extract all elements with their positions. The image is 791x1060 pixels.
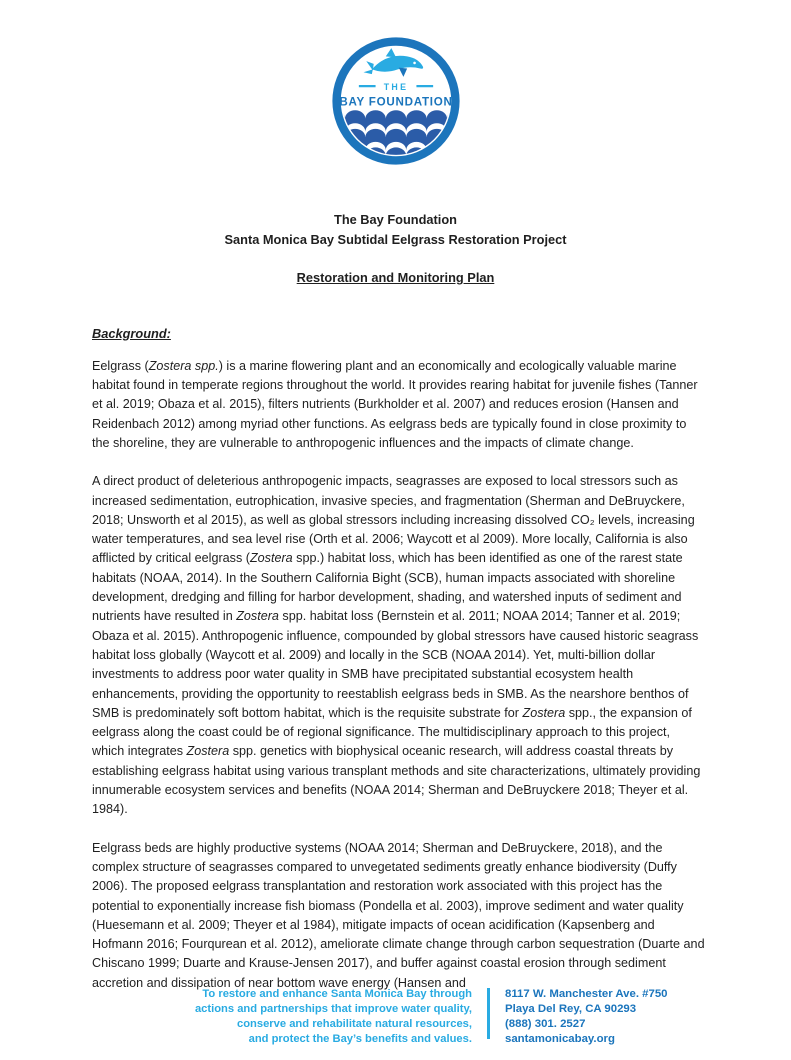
- text-run: spp.) habitat loss, which has been identified as one of the rarest state habitats (NOAA, 2014). In the Southern California Bight (SCB), human impacts associated with shoreline development, dredging and filling for harbor development, shading, and watershed inputs of sediment and nutrients have resulted in: [92, 551, 683, 624]
- footer-divider: [487, 988, 490, 1039]
- text-run: spp., the expansion of eelgrass along the coast could be of regional significance. The multidisciplinary approach to this project, which integrates: [92, 705, 692, 759]
- species-name: Zostera spp.: [148, 358, 219, 373]
- title-block: [0, 210, 791, 288]
- paragraph-1: [92, 357, 705, 453]
- document-page: [0, 36, 791, 1060]
- text-line: and protect the Bay’s benefits and values.: [248, 1032, 472, 1045]
- text-run: spp. genetics with biophysical oceanic research, will address coastal threats by establishing eelgrass habitat using various transplant methods and site characterizations, ultimately providing innumerable ecosystem services and benefits (NOAA 2014; Sherman and DeBruyckere 2018; Theyer et al. 1984).: [92, 744, 701, 817]
- text-line: actions and partnerships that improve water quality,: [194, 1002, 472, 1015]
- city-state-zip: Playa Del Rey, CA 90293: [505, 1002, 637, 1015]
- document-body: [0, 324, 791, 994]
- text-run: ) is a marine flowering plant and an economically and ecologically valuable marine habitat found in temperate regions throughout the world. It provides rearing habitat for juvenile fishes (Tanner et al. 2019; Obaza et al. 2015), filters nutrients (Burkholder et al. 2007) and reduces erosion (Hansen and Reidenbach 2012) among myriad other functions. As eelgrass beds are typically found in close proximity to the shoreline, they are vulnerable to anthropogenic influences and the impacts of climate change.: [92, 358, 698, 450]
- bay-foundation-logo: [331, 36, 461, 166]
- bay-foundation-logo-svg: [331, 36, 461, 166]
- mission-statement: [90, 987, 472, 1047]
- species-name: Zostera: [522, 705, 566, 720]
- background-heading-text: Background:: [92, 325, 171, 341]
- species-name: Zostera: [186, 744, 230, 759]
- street-address: 8117 W. Manchester Ave. #750: [505, 988, 668, 1000]
- document-title-text: Restoration and Monitoring Plan: [296, 270, 495, 285]
- address-block: [505, 987, 668, 1047]
- document-title: [0, 268, 791, 288]
- logo-the-label: THE: [383, 81, 408, 92]
- page-footer: [0, 987, 791, 1047]
- dolphin-eye: [413, 62, 416, 65]
- text-run: spp. habitat loss (Bernstein et al. 2011; NOAA 2014; Tanner et al. 2019; Obaza et al. 2015). Anthropogenic influence, compounded by global stressors have caused historic seagrass habitat loss globally (Waycott et al. 2009) and locally in the SCB (NOAA 2014). Yet, multi-billion dollar investments to address poor water quality in SMB have precipitated substantial ecosystem health enhancements, providing the opportunity to reestablish eelgrass beds in SMB. As the nearshore benthos of SMB is predominately soft bottom habitat, which is the requisite substrate for: [92, 609, 699, 720]
- text-run: Eelgrass (: [92, 358, 149, 373]
- text-run: Eelgrass beds are highly productive systems (NOAA 2014; Sherman and DeBruyckere, 2018), and the complex structure of seagrasses compared to unvegetated sediments greatly enhance biodiversity (Duffy 2006). The proposed eelgrass transplantation and restoration work associated with this project has the potential to exponentially increase fish biomass (Pondella et al. 2003), improve sediment and water quality (Huesemann et al. 2009; Theyer et al 1984), mitigate impacts of ocean acidification (Kapsenberg and Hofmann 2016; Fourqurean et al. 2012), ameliorate climate change through carbon sequestration (Duarte and Chiscano 1999; Duarte and Krause-Jensen 2017), and buffer against coastal erosion through sediment accretion and dissipation of near bottom wave energy (Hansen and: [92, 840, 705, 990]
- background-heading: [92, 324, 705, 343]
- species-name: Zostera: [236, 609, 279, 624]
- paragraph-2: [92, 472, 705, 819]
- project-title: Santa Monica Bay Subtidal Eelgrass Restoration Project: [224, 231, 567, 247]
- text-run: A direct product of deleterious anthropogenic impacts, seagrasses are exposed to local stressors such as increased sedimentation, eutrophication, invasive species, and fragmentation (Sherman and DeBruyckere, 2018; Unsworth et al 2015), as well as global stressors including increasing dissolved CO₂ levels, increasing water temperatures, and sea level rise (Orth et al. 2006; Waycott et al 2009). More locally, California is also afflicted by critical eelgrass (: [92, 474, 695, 566]
- logo-name-label: BAY FOUNDATION: [338, 95, 453, 109]
- org-name: The Bay Foundation: [334, 212, 457, 227]
- text-line: conserve and rehabilitate natural resources,: [236, 1017, 472, 1030]
- phone-number: (888) 301. 2527: [505, 1017, 586, 1030]
- text-line: To restore and enhance Santa Monica Bay through: [202, 988, 472, 1000]
- paragraph-3: [92, 839, 705, 993]
- website-url: santamonicabay.org: [505, 1032, 615, 1045]
- species-name: Zostera: [249, 551, 293, 566]
